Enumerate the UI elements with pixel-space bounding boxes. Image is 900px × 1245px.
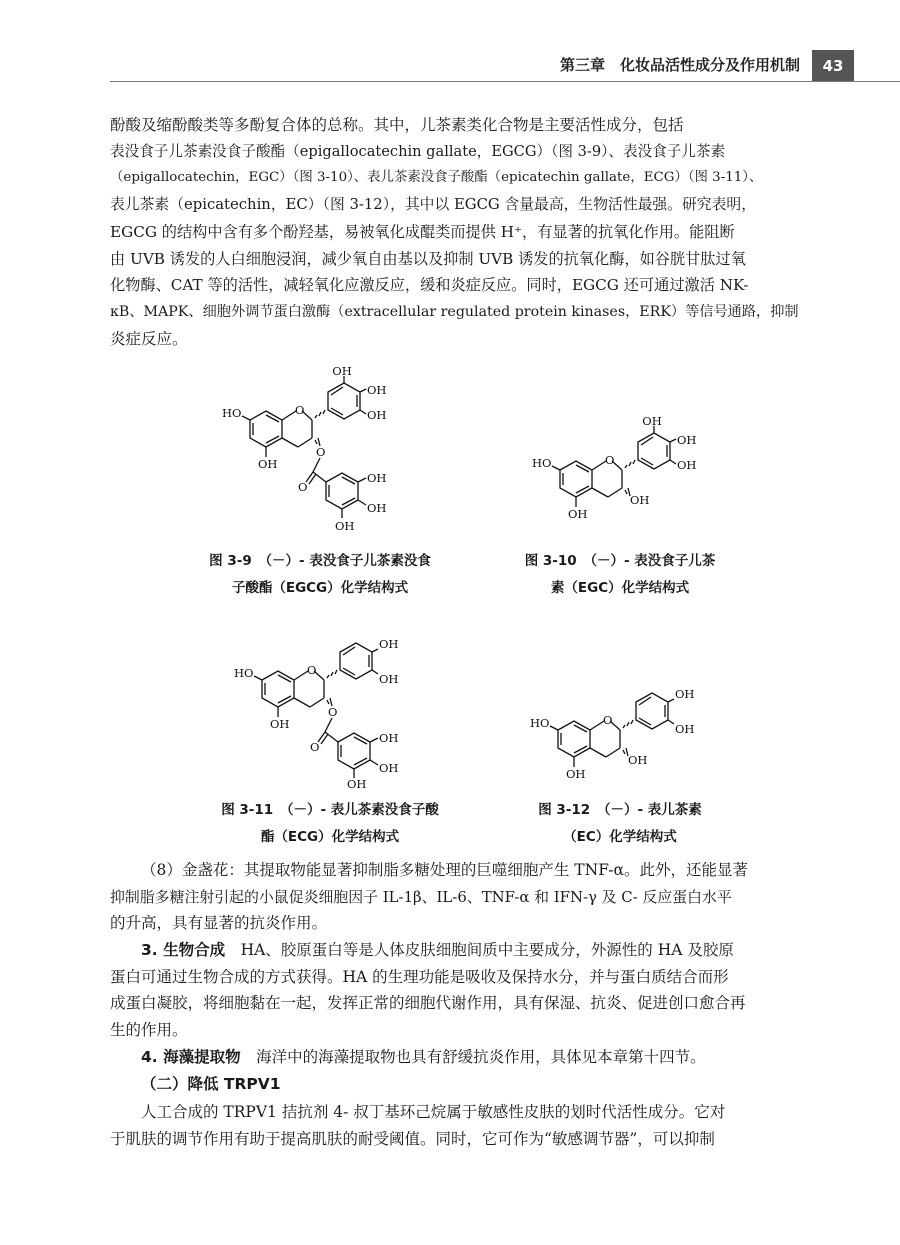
ho-label: HO <box>234 666 254 680</box>
text-line: 人工合成的 TRPV1 拮抗剂 4- 叔丁基环己烷属于敏感性皮肤的划时代活性成分。它对 <box>141 1103 726 1121</box>
figure-caption-3-11 <box>200 797 460 851</box>
oh-label: OH <box>270 717 290 731</box>
oh-label: OH <box>367 471 387 485</box>
text-line: 于肌肤的调节作用有助于提高肌肤的耐受阈值。同时，它可作为“敏感调节器”，可以抑制 <box>110 1129 715 1148</box>
text-line: （epigallocatechin，EGC）（图 3-10）、表儿茶素没食子酸酯（epicatechin gallate，ECG）（图 3-11）、 <box>110 170 763 186</box>
paragraph-biosynthesis <box>110 937 800 1044</box>
paragraph-calendula <box>110 857 800 937</box>
o-label: O <box>328 705 338 719</box>
text-run: 海洋中的海藻提取物也具有舒缓抗炎作用，具体见本章第十四节。 <box>240 1048 706 1066</box>
section-lead: 3. 生物合成 <box>141 941 226 959</box>
page-header <box>0 0 900 82</box>
figure-egcg-structure <box>220 364 430 542</box>
oh-label: OH <box>347 777 367 791</box>
figure-caption-3-9 <box>190 548 450 602</box>
text-line: 化物酶、CAT 等的活性，减轻氧化应激反应，缓和炎症反应。同时，EGCG 还可通过激活 NK- <box>110 276 749 295</box>
oh-label: OH <box>568 507 588 521</box>
oh-label: OH <box>367 383 387 397</box>
section-lead: 4. 海藻提取物 <box>141 1048 241 1066</box>
text-line: 成蛋白凝胶，将细胞黏在一起，发挥正常的细胞代谢作用，具有保湿、抗炎、促进创口愈合再 <box>110 994 746 1013</box>
text-line <box>110 937 800 964</box>
oh-label: OH <box>675 687 695 701</box>
oh-label: OH <box>332 364 352 378</box>
caption-line: 子酸酯（EGCG）化学结构式 <box>231 580 409 596</box>
text-run: HA、胶原蛋白等是人体皮肤细胞间质中主要成分，外源性的 HA 及胶原 <box>225 941 734 959</box>
caption-line: 素（EGC）化学结构式 <box>550 580 690 596</box>
text-line: EGCG 的结构中含有多个酚羟基，易被氧化成醌类而提供 H⁺，有显著的抗氧化作用。能阻断 <box>110 222 735 241</box>
chapter-title: 第三章 化妆品活性成分及作用机制 <box>559 56 800 74</box>
o-label: O <box>298 480 308 494</box>
page-number: 43 <box>812 50 854 82</box>
ho-label: HO <box>530 716 550 730</box>
figure-caption-3-10 <box>510 548 730 602</box>
oh-label: OH <box>566 767 586 781</box>
oh-label: OH <box>642 414 662 428</box>
caption-line: 图 3-12 （－）- 表儿茶素 <box>538 802 702 818</box>
text-line: κB、MAPK、细胞外调节蛋白激酶（extracellular regulated protein kinases，ERK）等信号通路，抑制 <box>110 303 799 320</box>
text-line: 酚酸及缩酚酸类等多酚复合体的总称。其中，儿茶素类化合物是主要活性成分，包括 <box>110 116 684 134</box>
caption-line: 图 3-9 （－）- 表没食子儿茶素没食 <box>209 553 431 569</box>
figure-ec-structure <box>528 682 718 792</box>
ho-label: HO <box>532 456 552 470</box>
text-line: 由 UVB 诱发的人白细胞浸润，减少氧自由基以及抑制 UVB 诱发的抗氧化酶，如谷胱甘肽过氧 <box>110 249 746 268</box>
text-line: 炎症反应。 <box>110 329 188 348</box>
figure-caption-3-12 <box>510 797 730 851</box>
o-label: O <box>316 445 326 459</box>
oh-label: OH <box>677 433 697 447</box>
o-label: O <box>603 713 613 727</box>
text-line <box>110 1044 800 1071</box>
text-line: 表儿茶素（epicatechin，EC）（图 3-12），其中以 EGCG 含量最高，生物活性最强。研究表明， <box>110 196 756 214</box>
o-label: O <box>310 740 320 754</box>
oh-label: OH <box>258 457 278 471</box>
oh-label: OH <box>630 493 650 507</box>
paragraph-catechins <box>110 112 800 352</box>
ho-label: HO <box>222 406 242 420</box>
oh-label: OH <box>675 722 695 736</box>
o-label: O <box>307 663 317 677</box>
oh-label: OH <box>379 672 399 686</box>
oh-label: OH <box>628 753 648 767</box>
figure-ecg-structure <box>232 632 442 792</box>
text-line: 生的作用。 <box>110 1021 188 1040</box>
o-label: O <box>295 403 305 417</box>
paragraph-seaweed <box>110 1044 800 1071</box>
text-line: 蛋白可通过生物合成的方式获得。HA 的生理功能是吸收及保持水分，并与蛋白质结合而形 <box>110 967 729 986</box>
subheading-trpv1: （二）降低 TRPV1 <box>141 1075 281 1093</box>
oh-label: OH <box>367 501 387 515</box>
header-rule <box>110 81 900 82</box>
text-line: 表没食子儿茶素没食子酸酯（epigallocatechin gallate，EGCG）（图 3-9）、表没食子儿茶素 <box>110 142 726 160</box>
caption-line: 酯（ECG）化学结构式 <box>260 829 400 845</box>
text-line: 抑制脂多糖注射引起的小鼠促炎细胞因子 IL-1β、IL-6、TNF-α 和 IFN-γ 及 C- 反应蛋白水平 <box>110 887 732 906</box>
oh-label: OH <box>677 458 697 472</box>
oh-label: OH <box>367 408 387 422</box>
oh-label: OH <box>379 731 399 745</box>
caption-line: 图 3-10 （－）- 表没食子儿茶 <box>524 553 716 569</box>
oh-label: OH <box>379 637 399 651</box>
paragraph-trpv1 <box>110 1099 800 1152</box>
caption-line: （EC）化学结构式 <box>563 829 677 845</box>
text-line: （8）金盏花：其提取物能显著抑制脂多糖处理的巨噬细胞产生 TNF-α。此外，还能显著 <box>141 861 748 879</box>
oh-label: OH <box>335 519 355 533</box>
figure-egc-structure <box>530 414 720 542</box>
text-line: 的升高，具有显著的抗炎作用。 <box>110 914 328 933</box>
o-label: O <box>605 453 615 467</box>
caption-line: 图 3-11 （－）- 表儿茶素没食子酸 <box>221 802 439 818</box>
oh-label: OH <box>379 761 399 775</box>
